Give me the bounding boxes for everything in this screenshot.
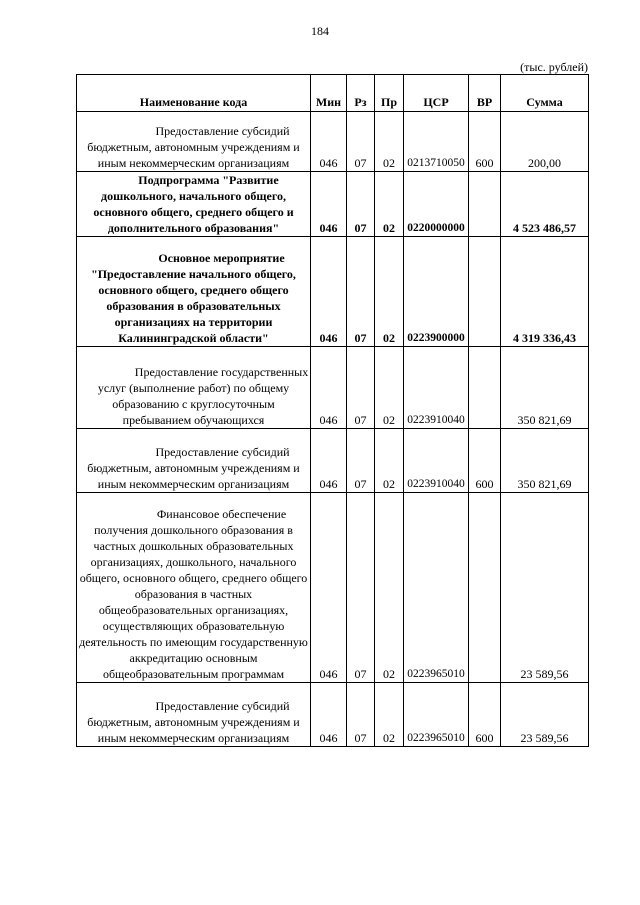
row-name: Предоставление субсидий бюджетным, автономным учреждениям и иным некоммерческим организациям — [87, 124, 300, 170]
row-vr — [469, 172, 501, 237]
header-sum: Сумма — [501, 75, 589, 112]
units-label: (тыс. рублей) — [520, 60, 588, 74]
header-pr: Пр — [375, 75, 404, 112]
row-rz: 07 — [347, 429, 375, 493]
row-name: Основное мероприятие "Предоставление начального общего, основного общего, среднего общего образования в образовательных организациях на территории Калининградской области" — [91, 251, 296, 345]
row-pr: 02 — [375, 172, 404, 237]
row-csr: 0223900000 — [404, 237, 469, 347]
row-pr: 02 — [375, 429, 404, 493]
row-rz: 07 — [347, 237, 375, 347]
row-pr: 02 — [375, 347, 404, 429]
row-sum: 350 821,69 — [501, 347, 589, 429]
row-pr: 02 — [375, 683, 404, 747]
table-row — [77, 683, 589, 747]
header-min: Мин — [311, 75, 347, 112]
table-row — [77, 172, 589, 237]
row-pr: 02 — [375, 112, 404, 172]
row-pr: 02 — [375, 237, 404, 347]
row-sum: 4 319 336,43 — [501, 237, 589, 347]
row-rz: 07 — [347, 112, 375, 172]
row-min: 046 — [311, 429, 347, 493]
row-name: Предоставление государственных услуг (выполнение работ) по общему образованию с круглосуточным пребыванием обучающихся — [97, 365, 309, 427]
row-pr: 02 — [375, 493, 404, 683]
header-csr: ЦСР — [404, 75, 469, 112]
row-min: 046 — [311, 683, 347, 747]
row-csr: 0213710050 — [404, 112, 469, 172]
row-min: 046 — [311, 237, 347, 347]
row-vr — [469, 237, 501, 347]
row-csr: 0220000000 — [404, 172, 469, 237]
row-csr: 0223910040 — [404, 347, 469, 429]
header-rz: Рз — [347, 75, 375, 112]
row-rz: 07 — [347, 493, 375, 683]
row-sum: 23 589,56 — [501, 683, 589, 747]
row-min: 046 — [311, 493, 347, 683]
row-sum: 23 589,56 — [501, 493, 589, 683]
row-sum: 350 821,69 — [501, 429, 589, 493]
row-vr: 600 — [469, 112, 501, 172]
row-sum: 4 523 486,57 — [501, 172, 589, 237]
row-name: Предоставление субсидий бюджетным, автономным учреждениям и иным некоммерческим организациям — [87, 699, 300, 745]
budget-table — [76, 74, 589, 747]
row-vr — [469, 347, 501, 429]
row-sum: 200,00 — [501, 112, 589, 172]
row-min: 046 — [311, 112, 347, 172]
row-name: Финансовое обеспечение получения дошкольного образования в частных дошкольных образовательных организациях, дошкольного, начального общего, основного общего, среднего общего образования в частных общеобразовательных организациях, осуществляющих образовательную деятельность по имеющим государственную аккредитацию основным общеобразовательным программам — [79, 507, 308, 681]
row-rz: 07 — [347, 347, 375, 429]
header-name: Наименование кода — [77, 75, 311, 112]
table-row — [77, 493, 589, 683]
table-row — [77, 347, 589, 429]
row-csr: 0223910040 — [404, 429, 469, 493]
row-name: Предоставление субсидий бюджетным, автономным учреждениям и иным некоммерческим организациям — [87, 445, 300, 491]
row-rz: 07 — [347, 172, 375, 237]
row-vr: 600 — [469, 683, 501, 747]
row-vr: 600 — [469, 429, 501, 493]
page-number: 184 — [311, 24, 329, 38]
row-vr — [469, 493, 501, 683]
table-row — [77, 237, 589, 347]
row-rz: 07 — [347, 683, 375, 747]
row-min: 046 — [311, 347, 347, 429]
row-min: 046 — [311, 172, 347, 237]
table-row — [77, 112, 589, 172]
row-csr: 0223965010 — [404, 683, 469, 747]
table-row — [77, 429, 589, 493]
header-vr: ВР — [469, 75, 501, 112]
row-csr: 0223965010 — [404, 493, 469, 683]
row-name: Подпрограмма "Развитие дошкольного, начального общего, основного общего, среднего общего и дополнительного образования" — [93, 173, 294, 235]
table-header-row — [77, 75, 589, 112]
